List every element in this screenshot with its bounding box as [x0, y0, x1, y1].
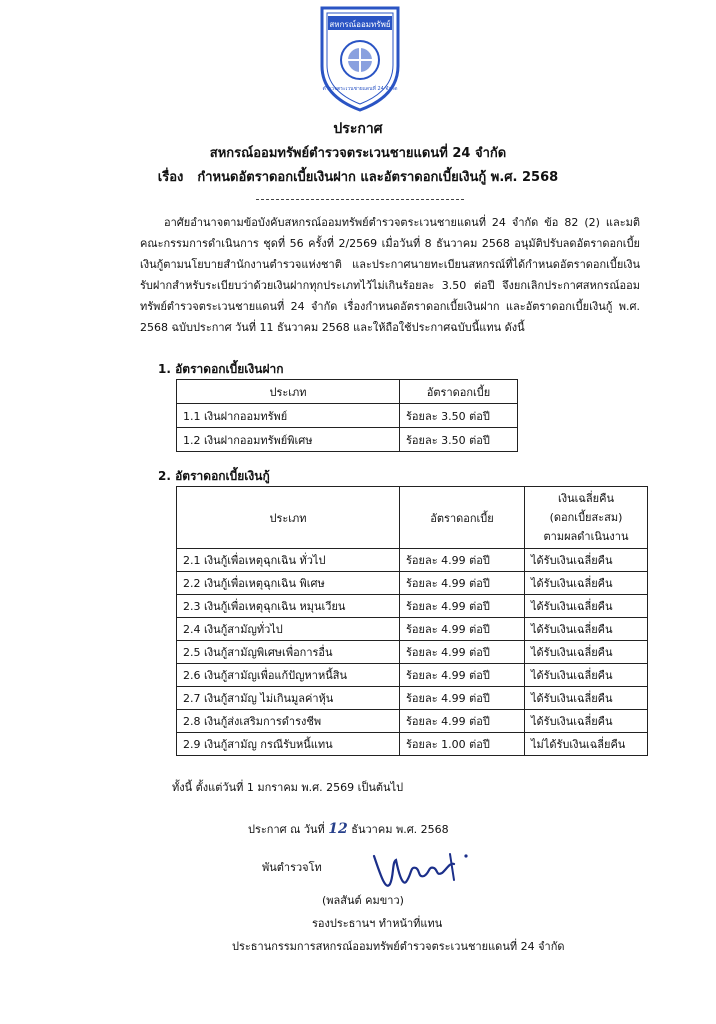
deposit-type-cell: 1.1 เงินฝากออมทรัพย์ [177, 404, 400, 428]
announcement-date [248, 820, 449, 838]
loan-col-rebate [525, 487, 648, 549]
table-row [177, 404, 518, 428]
table-row [177, 595, 648, 618]
loan-rate-cell: ร้อยละ 4.99 ต่อปี [400, 595, 525, 618]
loan-rate-cell: ร้อยละ 4.99 ต่อปี [400, 572, 525, 595]
organization-name: สหกรณ์ออมทรัพย์ตำรวจตระเวนชายแดนที่ 24 จำกัด [209, 146, 507, 161]
loan-type-cell: 2.9 เงินกู้สามัญ กรณีรับหนี้แทน [177, 733, 400, 756]
loan-type-cell: 2.1 เงินกู้เพื่อเหตุฉุกเฉิน ทั่วไป [177, 549, 400, 572]
loan-rebate-cell: ได้รับเงินเฉลี่ยคืน [525, 618, 648, 641]
subject-label: เรื่อง [157, 170, 184, 185]
svg-text:ตำรวจตระเวนชายแดนที่ 24 จำกัด: ตำรวจตระเวนชายแดนที่ 24 จำกัด [322, 86, 398, 92]
loan-rebate-cell: ได้รับเงินเฉลี่ยคืน [525, 595, 648, 618]
loan-type-cell: 2.2 เงินกู้เพื่อเหตุฉุกเฉิน พิเศษ [177, 572, 400, 595]
table-row [177, 687, 648, 710]
loan-rate-cell: ร้อยละ 4.99 ต่อปี [400, 549, 525, 572]
table-row [177, 572, 648, 595]
loan-rebate-cell: ได้รับเงินเฉลี่ยคืน [525, 572, 648, 595]
loan-col-rate: อัตราดอกเบี้ย [400, 487, 525, 549]
loan-rate-cell: ร้อยละ 4.99 ต่อปี [400, 618, 525, 641]
deposit-col-type: ประเภท [177, 380, 400, 404]
loan-col-rebate-line: (ดอกเบี้ยสะสม) [549, 511, 623, 524]
divider [256, 199, 464, 200]
loan-type-cell: 2.3 เงินกู้เพื่อเหตุฉุกเฉิน หมุนเวียน [177, 595, 400, 618]
deposit-type-cell: 1.2 เงินฝากออมทรัพย์พิเศษ [177, 428, 400, 452]
table-row [177, 733, 648, 756]
signer-organization-role: ประธานกรรมการสหกรณ์ออมทรัพย์ตำรวจตระเวนชายแดนที่ 24 จำกัด [232, 940, 565, 953]
table-row [177, 641, 648, 664]
preamble [140, 212, 640, 338]
deposit-rate-cell: ร้อยละ 3.50 ต่อปี [400, 428, 518, 452]
loan-type-cell: 2.8 เงินกู้ส่งเสริมการดำรงชีพ [177, 710, 400, 733]
table-row [177, 664, 648, 687]
deposit-rate-table [176, 379, 518, 452]
loan-col-type: ประเภท [177, 487, 400, 549]
signer-name: (พลสันต์ คมขาว) [322, 894, 404, 907]
loan-rate-cell: ร้อยละ 1.00 ต่อปี [400, 733, 525, 756]
announcement-title: ประกาศ [333, 121, 383, 137]
svg-text:สหกรณ์ออมทรัพย์: สหกรณ์ออมทรัพย์ [329, 20, 391, 29]
loan-col-rebate-line: ตามผลดำเนินงาน [543, 530, 629, 543]
deposit-section-heading: 1. อัตราดอกเบี้ยเงินฝาก [158, 362, 284, 376]
loan-rate-cell: ร้อยละ 4.99 ต่อปี [400, 687, 525, 710]
loan-type-cell: 2.5 เงินกู้สามัญพิเศษเพื่อการอื่น [177, 641, 400, 664]
loan-rate-table [176, 486, 648, 756]
table-row [177, 710, 648, 733]
loan-rebate-cell: ได้รับเงินเฉลี่ยคืน [525, 641, 648, 664]
loan-rate-cell: ร้อยละ 4.99 ต่อปี [400, 641, 525, 664]
loan-rebate-cell: ได้รับเงินเฉลี่ยคืน [525, 710, 648, 733]
loan-type-cell: 2.4 เงินกู้สามัญทั่วไป [177, 618, 400, 641]
table-row [177, 428, 518, 452]
signer-role: รองประธานฯ ทำหน้าที่แทน [312, 917, 443, 930]
loan-rebate-cell: ได้รับเงินเฉลี่ยคืน [525, 549, 648, 572]
announced-prefix: ประกาศ ณ วันที่ [248, 823, 325, 836]
announced-suffix: ธันวาคม พ.ศ. 2568 [351, 823, 449, 836]
table-row [177, 549, 648, 572]
deposit-col-rate: อัตราดอกเบี้ย [400, 380, 518, 404]
loan-rebate-cell: ได้รับเงินเฉลี่ยคืน [525, 664, 648, 687]
subject-line [0, 166, 716, 187]
announced-day: 12 [328, 821, 348, 837]
deposit-rate-cell: ร้อยละ 3.50 ต่อปี [400, 404, 518, 428]
cooperative-logo [318, 4, 402, 112]
effective-date-line: ทั้งนี้ ตั้งแต่วันที่ 1 มกราคม พ.ศ. 2569 เป็นต้นไป [172, 781, 404, 794]
loan-col-rebate-line: เงินเฉลี่ยคืน [558, 492, 614, 505]
loan-type-cell: 2.7 เงินกู้สามัญ ไม่เกินมูลค่าหุ้น [177, 687, 400, 710]
loan-rate-cell: ร้อยละ 4.99 ต่อปี [400, 664, 525, 687]
loan-section-heading: 2. อัตราดอกเบี้ยเงินกู้ [158, 469, 270, 483]
loan-rebate-cell: ได้รับเงินเฉลี่ยคืน [525, 687, 648, 710]
handwritten-signature [368, 846, 478, 896]
loan-rate-cell: ร้อยละ 4.99 ต่อปี [400, 710, 525, 733]
subject-text: กำหนดอัตราดอกเบี้ยเงินฝาก และอัตราดอกเบี้ยเงินกู้ พ.ศ. 2568 [197, 170, 559, 185]
preamble-paragraph: อาศัยอำนาจตามข้อบังคับสหกรณ์ออมทรัพย์ตำรวจตระเวนชายแดนที่ 24 จำกัด ข้อ 82 (2) และมติคณะกรรมการดำเนินการ ชุดที่ 56 ครั้งที่ 2/2569 เมื่อวันที่ 8 ธันวาคม 2568 อนุมัติปรับลดอัตราดอกเบี้ยเงินกู้ตามนโยบายสำนักงานตำรวจแห่งชาติ และประกาศนายทะเบียนสหกรณ์ที่ได้กำหนดอัตราดอกเบี้ยเงินรับฝากสำหรับระเบียบว่าด้วยเงินฝากทุกประเภทไว้ไม่เกินร้อยละ 3.50 ต่อปี จึงยกเลิกประกาศสหกรณ์ออมทรัพย์ตำรวจตระเวนชายแดนที่ 24 จำกัด เรื่องกำหนดอัตราดอกเบี้ยเงินฝาก และอัตราดอกเบี้ยเงินกู้ พ.ศ. 2568 ฉบับประกาศ วันที่ 11 ธันวาคม 2568 และให้ถือใช้ประกาศฉบับนี้แทน ดังนี้ [140, 216, 640, 334]
table-row [177, 618, 648, 641]
loan-type-cell: 2.6 เงินกู้สามัญเพื่อแก้ปัญหาหนี้สิน [177, 664, 400, 687]
loan-rebate-cell: ไม่ได้รับเงินเฉลี่ยคืน [525, 733, 648, 756]
signer-rank: พันตำรวจโท [262, 861, 322, 874]
